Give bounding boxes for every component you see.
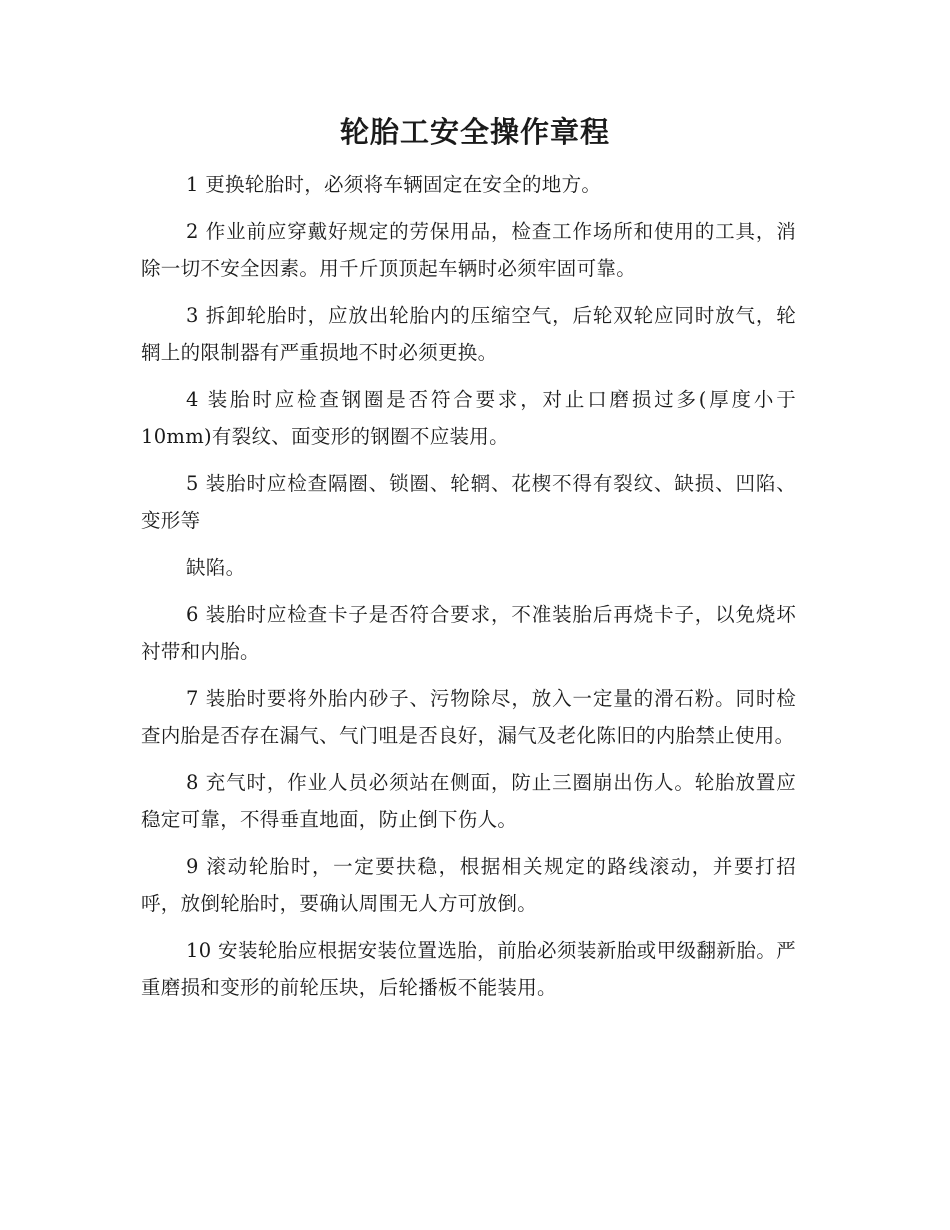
paragraph-6: 6 装胎时应检查卡子是否符合要求，不准装胎后再烧卡子，以免烧坏衬带和内胎。 <box>141 603 796 663</box>
paragraph-4: 4 装胎时应检查钢圈是否符合要求，对止口磨损过多(厚度小于10mm)有裂纹、面变形的钢圈不应装用。 <box>141 388 796 448</box>
document-title: 轮胎工安全操作章程 <box>339 115 610 149</box>
paragraph-5: 5 装胎时应检查隔圈、锁圈、轮辋、花楔不得有裂纹、缺损、凹陷、变形等 <box>141 472 796 532</box>
paragraph-1: 1 更换轮胎时，必须将车辆固定在安全的地方。 <box>186 173 602 196</box>
paragraph-7: 7 装胎时要将外胎内砂子、污物除尽，放入一定量的滑石粉。同时检查内胎是否存在漏气、气门咀是否良好，漏气及老化陈旧的内胎禁止使用。 <box>141 687 796 747</box>
document-body <box>141 166 796 1016</box>
paragraph-8: 8 充气时，作业人员必须站在侧面，防止三圈崩出伤人。轮胎放置应稳定可靠，不得垂直地面，防止倒下伤人。 <box>141 771 796 831</box>
paragraph-10: 10 安装轮胎应根据安装位置选胎，前胎必须装新胎或甲级翻新胎。严重磨损和变形的前轮压块，后轮播板不能装用。 <box>141 939 796 999</box>
paragraph-5-continued: 缺陷。 <box>186 556 246 579</box>
paragraph-3: 3 拆卸轮胎时，应放出轮胎内的压缩空气，后轮双轮应同时放气，轮辋上的限制器有严重损地不时必须更换。 <box>141 304 796 364</box>
paragraph-2: 2 作业前应穿戴好规定的劳保用品，检查工作场所和使用的工具，消除一切不安全因素。用千斤顶顶起车辆时必须牢固可靠。 <box>141 220 796 280</box>
paragraph-9: 9 滚动轮胎时，一定要扶稳，根据相关规定的路线滚动，并要打招呼，放倒轮胎时，要确认周围无人方可放倒。 <box>141 855 796 915</box>
